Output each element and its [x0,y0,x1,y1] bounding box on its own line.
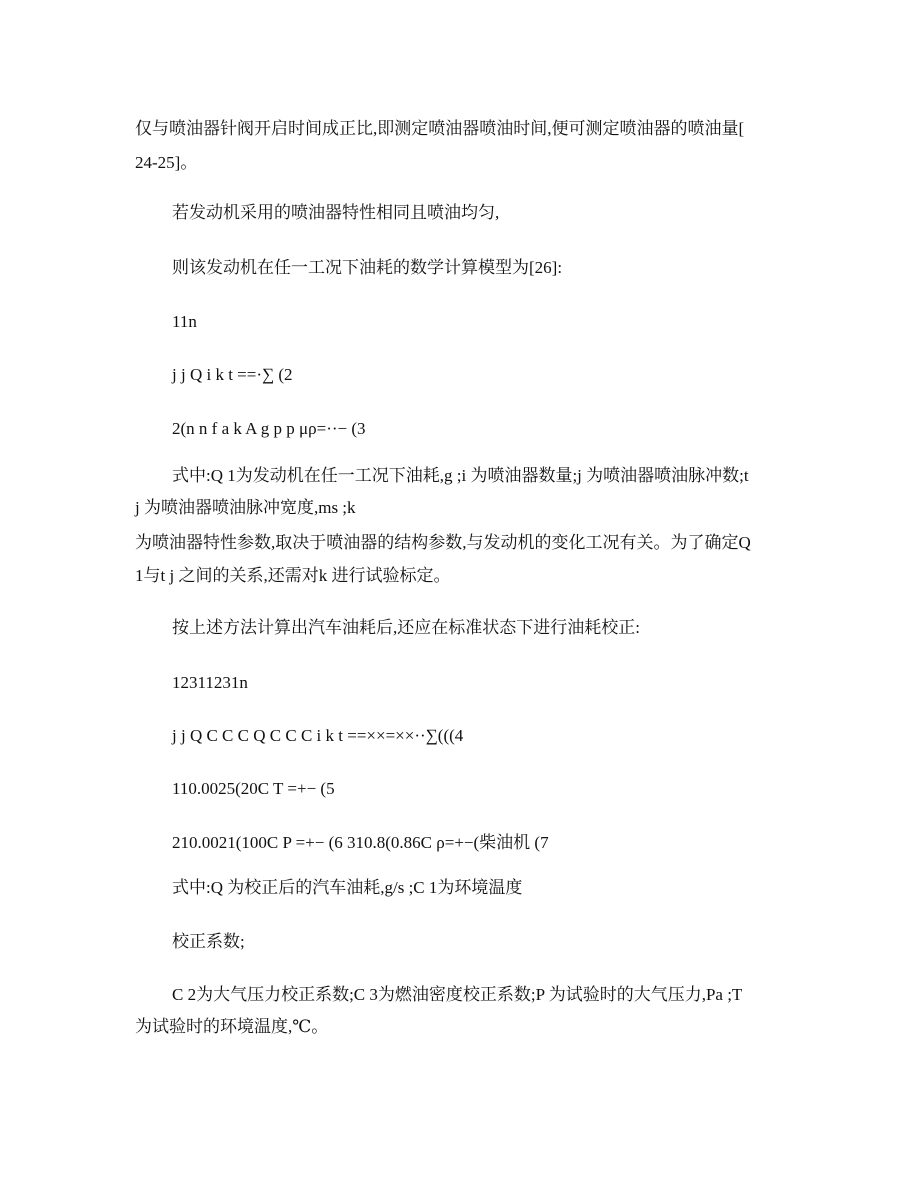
paragraph-line: 式中:Q 为校正后的汽车油耗,g/s ;C 1为环境温度 [172,878,523,897]
formula-line: 210.0021(100C P =+− (6 310.8(0.86C ρ=+−(柴油机 (7 [172,833,549,852]
paragraph-line: 24-25]。 [135,153,198,172]
paragraph-line: 式中:Q 1为发动机在任一工况下油耗,g ;i 为喷油器数量;j 为喷油器喷油脉冲数;t [172,466,749,485]
formula-line: j j Q i k t ==·∑ (2 [172,365,293,384]
paragraph-line: 若发动机采用的喷油器特性相同且喷油均匀, [172,203,500,222]
paragraph-line: 则该发动机在任一工况下油耗的数学计算模型为[26]: [172,258,563,277]
formula-line: 110.0025(20C T =+− (5 [172,779,335,798]
paragraph-line: 仅与喷油器针阀开启时间成正比,即测定喷油器喷油时间,便可测定喷油器的喷油量[ [135,119,745,138]
formula-line: 12311231n [172,673,248,692]
paragraph-line: 校正系数; [172,932,245,951]
paragraph-line: C 2为大气压力校正系数;C 3为燃油密度校正系数;P 为试验时的大气压力,Pa ;T [172,985,743,1004]
formula-line: j j Q C C C Q C C C i k t ==××=××··∑(((4 [172,726,464,745]
paragraph-line: 1与t j 之间的关系,还需对k 进行试验标定。 [135,566,451,585]
paragraph-line: 为试验时的环境温度,℃。 [135,1017,329,1036]
formula-line: 11n [172,312,197,331]
paragraph-line: 为喷油器特性参数,取决于喷油器的结构参数,与发动机的变化工况有关。为了确定Q [135,533,751,552]
paragraph-line: j 为喷油器喷油脉冲宽度,ms ;k [135,498,356,517]
paragraph-line: 按上述方法计算出汽车油耗后,还应在标准状态下进行油耗校正: [172,618,640,637]
formula-line: 2(n n f a k A g p p μρ=··− (3 [172,419,366,438]
